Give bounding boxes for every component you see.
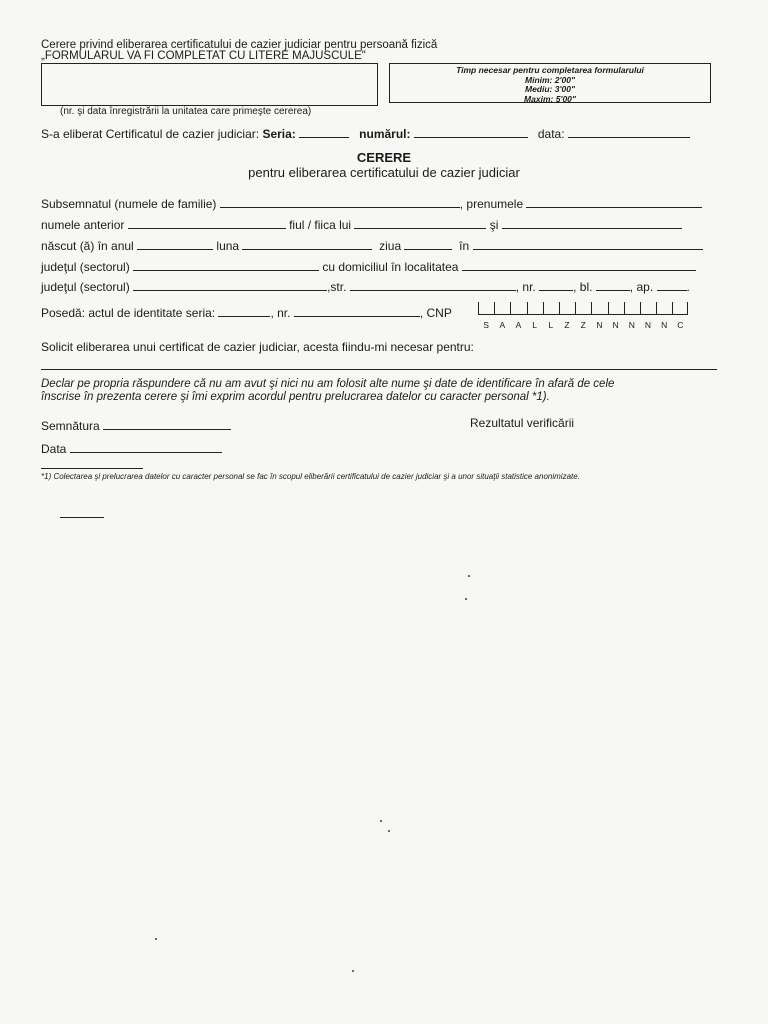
ziua-label: ziua: [379, 239, 402, 253]
footnote-divider: [41, 468, 143, 469]
issued-data-field[interactable]: [568, 126, 690, 138]
nr-field[interactable]: [539, 279, 573, 291]
fiul-field[interactable]: [354, 217, 486, 229]
cnp-cell[interactable]: [608, 302, 624, 315]
footnote: *1) Colectarea şi prelucrarea datelor cu caracter personal se fac în scopul eliberării certificatului de cazier judiciar şi a unor situaţii statistice anonimizate.: [41, 472, 580, 481]
si-field[interactable]: [502, 217, 682, 229]
scan-speck: [465, 598, 467, 600]
localitate-field[interactable]: [462, 259, 696, 271]
fiul-label: fiul / fiica lui: [289, 218, 352, 232]
cnp-letter: Z: [564, 320, 570, 330]
registration-note: (nr. şi data înregistrării la unitatea care primeşte cererea): [60, 106, 312, 117]
cnp-letter: A: [515, 320, 522, 330]
luna-field[interactable]: [242, 238, 372, 250]
issued-line: [41, 126, 690, 141]
row-numele-anterior: [41, 217, 682, 232]
cnp-cell[interactable]: [591, 302, 607, 315]
cnp-letter: N: [661, 320, 668, 330]
cnp-cell[interactable]: [640, 302, 656, 315]
form-subtitle: pentru eliberarea certificatului de cazier judiciar: [248, 165, 520, 180]
ap-label: , ap.: [629, 280, 654, 294]
prenumele-field[interactable]: [526, 196, 702, 208]
form-title: CERERE: [356, 150, 412, 165]
ap-field[interactable]: [657, 279, 687, 291]
loc-nastere-field[interactable]: [473, 238, 703, 250]
prenumele-label: , prenumele: [459, 197, 524, 211]
bl-field[interactable]: [596, 279, 630, 291]
scan-speck: [352, 970, 354, 972]
row-judetul-1: [41, 259, 696, 274]
registration-box[interactable]: [41, 63, 378, 106]
time-min: Minim: 2'00": [525, 74, 575, 85]
cnp-letter: N: [628, 320, 635, 330]
ap-end: .: [686, 280, 690, 294]
nascut-label: născut (ă) în anul: [41, 239, 134, 253]
domiciliu-label: cu domiciliul în localitatea: [322, 260, 459, 274]
act-seria-field[interactable]: [218, 305, 270, 317]
cnp-letter: A: [499, 320, 506, 330]
str-label: ,str.: [327, 280, 347, 294]
scan-speck: [380, 820, 382, 822]
cnp-letter: S: [483, 320, 489, 330]
nr-label: , nr.: [515, 280, 536, 294]
cnp-cell[interactable]: [672, 302, 688, 315]
cnp-cell[interactable]: [527, 302, 543, 315]
row-semnatura: [41, 418, 231, 433]
row-judetul-2: [41, 279, 690, 294]
data-field[interactable]: [70, 441, 222, 453]
scan-speck: [388, 830, 390, 832]
scop-field[interactable]: [41, 369, 717, 370]
in-label: în: [459, 239, 470, 253]
judetul-2-field[interactable]: [133, 279, 327, 291]
cnp-boxes[interactable]: [478, 302, 688, 315]
numarul-field[interactable]: [414, 126, 528, 138]
declaratie-line-1: Declar pe propria răspundere că nu am avut şi nici nu am folosit alte nume şi date de identificare în afară de cele: [41, 378, 615, 390]
time-box-title: Timp necesar pentru completarea formularului: [456, 65, 644, 75]
cnp-cell[interactable]: [494, 302, 510, 315]
time-mediu: Mediu: 3'00": [525, 84, 575, 94]
cnp-cell[interactable]: [575, 302, 591, 315]
cnp-letter: N: [612, 320, 619, 330]
judetul-2-label: judeţul (sectorul): [41, 280, 130, 294]
numarul-label: numărul:: [359, 127, 411, 141]
rezultatul-label: Rezultatul verificării: [470, 416, 575, 430]
cnp-cell[interactable]: [543, 302, 559, 315]
cnp-cell[interactable]: [510, 302, 526, 315]
ziua-field[interactable]: [404, 238, 452, 250]
solicit-text: Solicit eliberarea unui certificat de cazier judiciar, acesta fiindu-mi necesar pentru:: [41, 340, 474, 354]
seria-label: Seria:: [262, 127, 296, 141]
cnp-cell[interactable]: [624, 302, 640, 315]
nume-familie-field[interactable]: [220, 196, 460, 208]
cnp-cell[interactable]: [656, 302, 672, 315]
time-max: Maxim: 5'00": [524, 93, 576, 104]
header-line-2: „FORMULARUL VA FI COMPLETAT CU LITERE MAJUSCULE": [41, 50, 366, 62]
cnp-letter: N: [644, 320, 652, 330]
scan-speck: [468, 575, 470, 577]
numele-anterior-label: numele anterior: [41, 218, 125, 232]
cnp-letter: C: [677, 320, 684, 330]
luna-label: luna: [216, 239, 240, 253]
cnp-letter: L: [548, 320, 554, 330]
row-poseda: [41, 305, 452, 320]
nr2-label: , nr.: [270, 306, 291, 320]
cnp-letter: N: [596, 320, 603, 330]
header-line-1: Cerere privind eliberarea certificatului de cazier judiciar pentru persoană fizică: [41, 39, 438, 51]
row-data: [41, 441, 222, 456]
row-subsemnatul: [41, 196, 702, 211]
an-field[interactable]: [137, 238, 213, 250]
judetul-1-label: judeţul (sectorul): [41, 260, 130, 274]
cnp-letter: L: [532, 320, 538, 330]
issued-prefix: S-a eliberat Certificatul de cazier judiciar:: [41, 127, 260, 141]
declaratie-line-2: înscrise în prezenta cerere şi îmi exprim acordul pentru prelucrarea datelor cu caracter personal *1).: [41, 391, 550, 403]
time-box: [389, 63, 711, 103]
si-label: şi: [489, 218, 499, 232]
cnp-cell[interactable]: [478, 302, 494, 315]
data-label: Data: [41, 442, 67, 456]
numele-anterior-field[interactable]: [128, 217, 286, 229]
cnp-cell[interactable]: [559, 302, 575, 315]
row-nascut: [41, 238, 703, 253]
issued-data-label: data:: [537, 127, 565, 141]
bl-label: , bl.: [573, 280, 593, 294]
stray-line: [60, 517, 104, 518]
strada-field[interactable]: [350, 279, 516, 291]
cnp-letter: Z: [580, 320, 586, 330]
subsemnatul-label: Subsemnatul (numele de familie): [41, 197, 217, 211]
scan-speck: [155, 938, 157, 940]
act-nr-field[interactable]: [294, 305, 420, 317]
poseda-label: Posedă: actul de identitate seria:: [41, 306, 216, 320]
semnatura-field[interactable]: [103, 418, 231, 430]
judetul-1-field[interactable]: [133, 259, 319, 271]
seria-field[interactable]: [299, 126, 349, 138]
cnp-label: , CNP: [419, 306, 452, 320]
semnatura-label: Semnătura: [41, 419, 100, 433]
cnp-letters: [478, 320, 688, 330]
